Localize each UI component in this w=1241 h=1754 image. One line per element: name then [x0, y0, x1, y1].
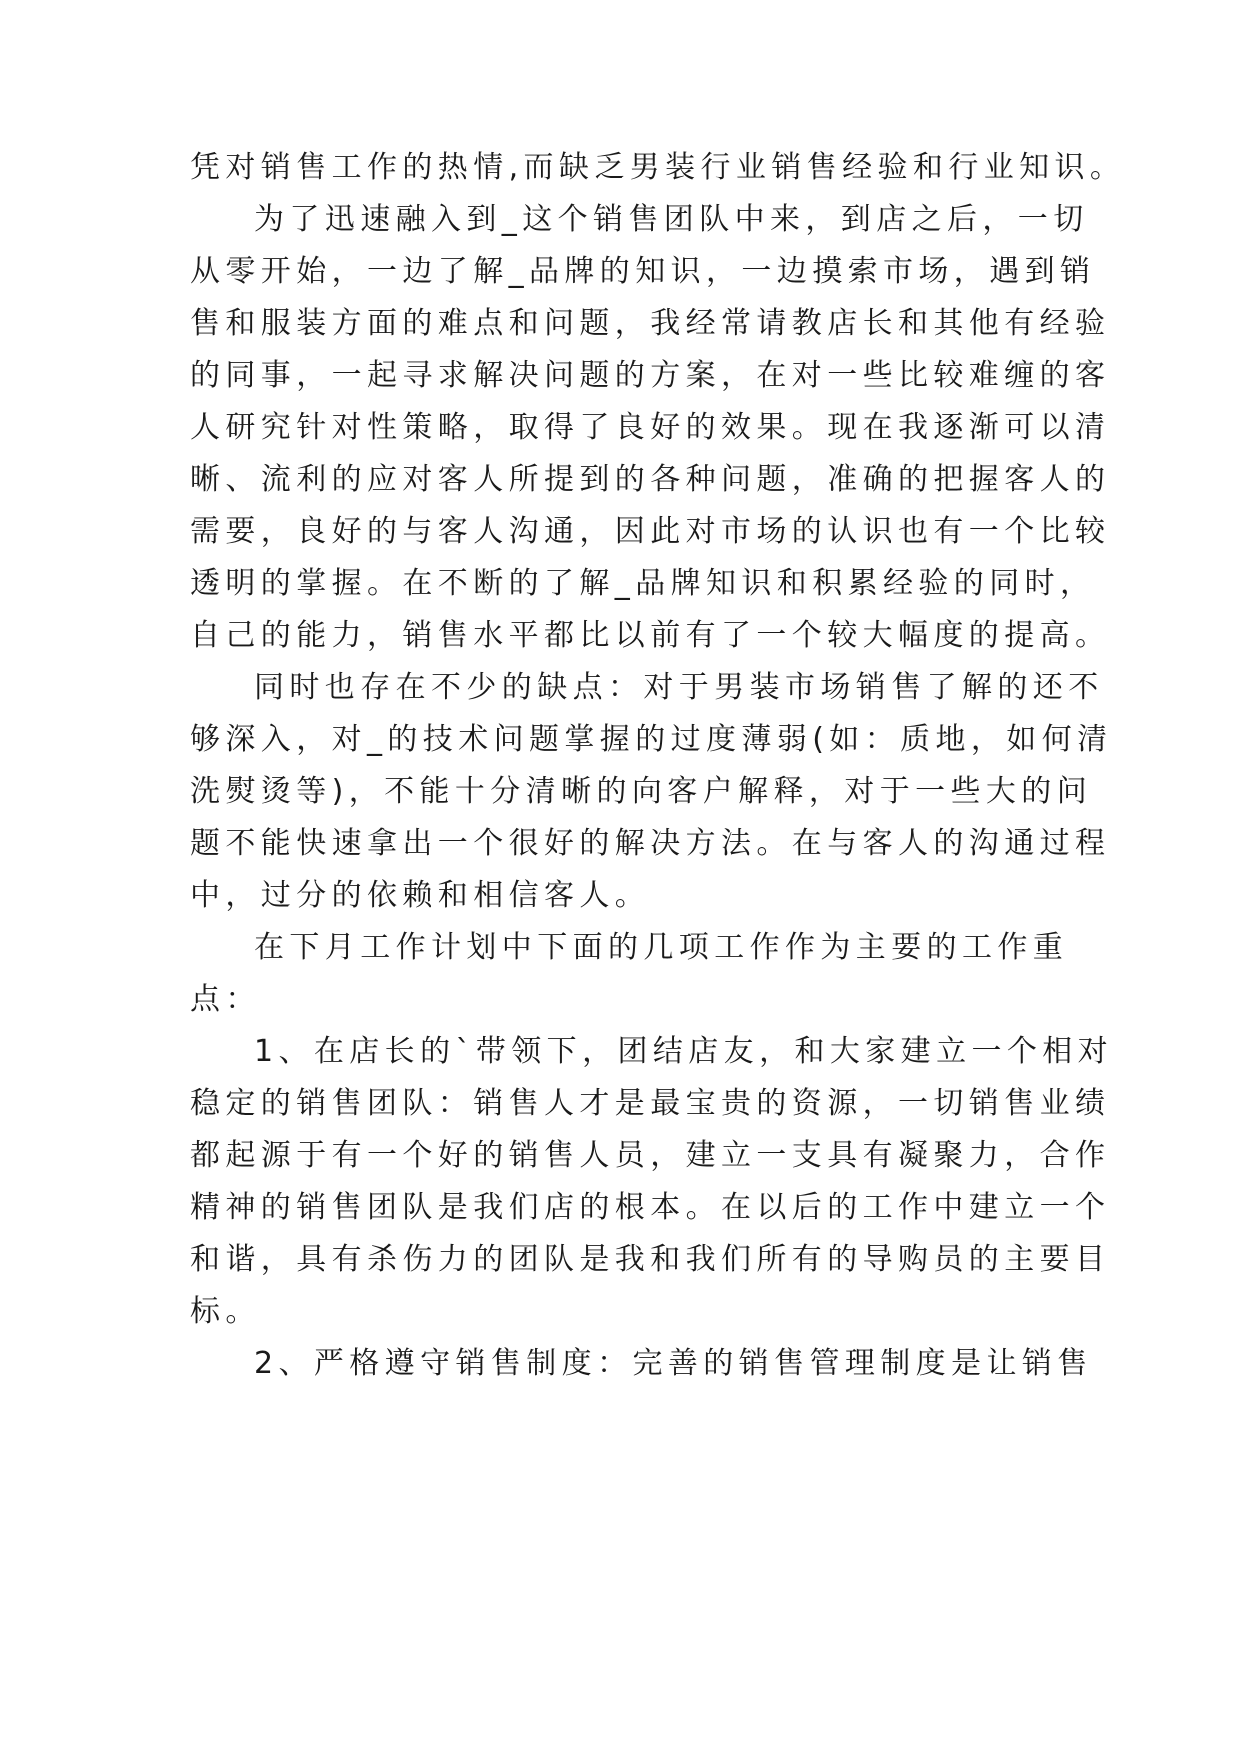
- list-item-2-start-line: 2、严格遵守销售制度：完善的销售管理制度是让销售: [254, 1346, 1093, 1381]
- paragraph-start-line: 在下月工作计划中下面的几项工作作为主要的工作重: [254, 930, 1069, 965]
- text-line: 和谐，具有杀伤力的团队是我和我们所有的导购员的主要目: [190, 1242, 1111, 1277]
- text-line: 需要，良好的与客人沟通，因此对市场的认识也有一个比较: [190, 514, 1111, 549]
- text-line: 中，过分的依赖和相信客人。: [190, 878, 651, 913]
- text-line: 精神的销售团队是我们店的根本。在以后的工作中建立一个: [190, 1190, 1111, 1225]
- text-line: 从零开始，一边了解_品牌的知识，一边摸索市场，遇到销: [190, 254, 1096, 289]
- text-line: 晰、流利的应对客人所提到的各种问题，准确的把握客人的: [190, 462, 1111, 497]
- text-line: 人研究针对性策略，取得了良好的效果。现在我逐渐可以清: [190, 410, 1111, 445]
- text-line: 洗熨烫等)，不能十分清晰的向客户解释，对于一些大的问: [190, 774, 1093, 809]
- paragraph-start-line: 同时也存在不少的缺点：对于男装市场销售了解的还不: [254, 670, 1104, 705]
- text-line: 透明的掌握。在不断的了解_品牌知识和积累经验的同时，: [190, 566, 1096, 601]
- text-line: 题不能快速拿出一个很好的解决方法。在与客人的沟通过程: [190, 826, 1111, 861]
- text-line: 够深入，对_的技术问题掌握的过度薄弱(如：质地，如何清: [190, 722, 1113, 757]
- text-line: 稳定的销售团队：销售人才是最宝贵的资源，一切销售业绩: [190, 1086, 1111, 1121]
- text-line: 标。: [190, 1294, 261, 1329]
- text-line: 都起源于有一个好的销售人员，建立一支具有凝聚力，合作: [190, 1138, 1111, 1173]
- text-line: 的同事，一起寻求解决问题的方案，在对一些比较难缠的客: [190, 358, 1111, 393]
- text-line: 售和服装方面的难点和问题，我经常请教店长和其他有经验: [190, 306, 1111, 341]
- text-line: 点：: [190, 982, 261, 1017]
- list-item-1-start-line: 1、在店长的`带领下，团结店友，和大家建立一个相对: [254, 1034, 1114, 1069]
- paragraph-start-line: 为了迅速融入到_这个销售团队中来，到店之后，一切: [254, 202, 1089, 237]
- text-line: 凭对销售工作的热情,而缺乏男装行业销售经验和行业知识。: [190, 150, 1126, 185]
- text-line: 自己的能力，销售水平都比以前有了一个较大幅度的提高。: [190, 618, 1111, 653]
